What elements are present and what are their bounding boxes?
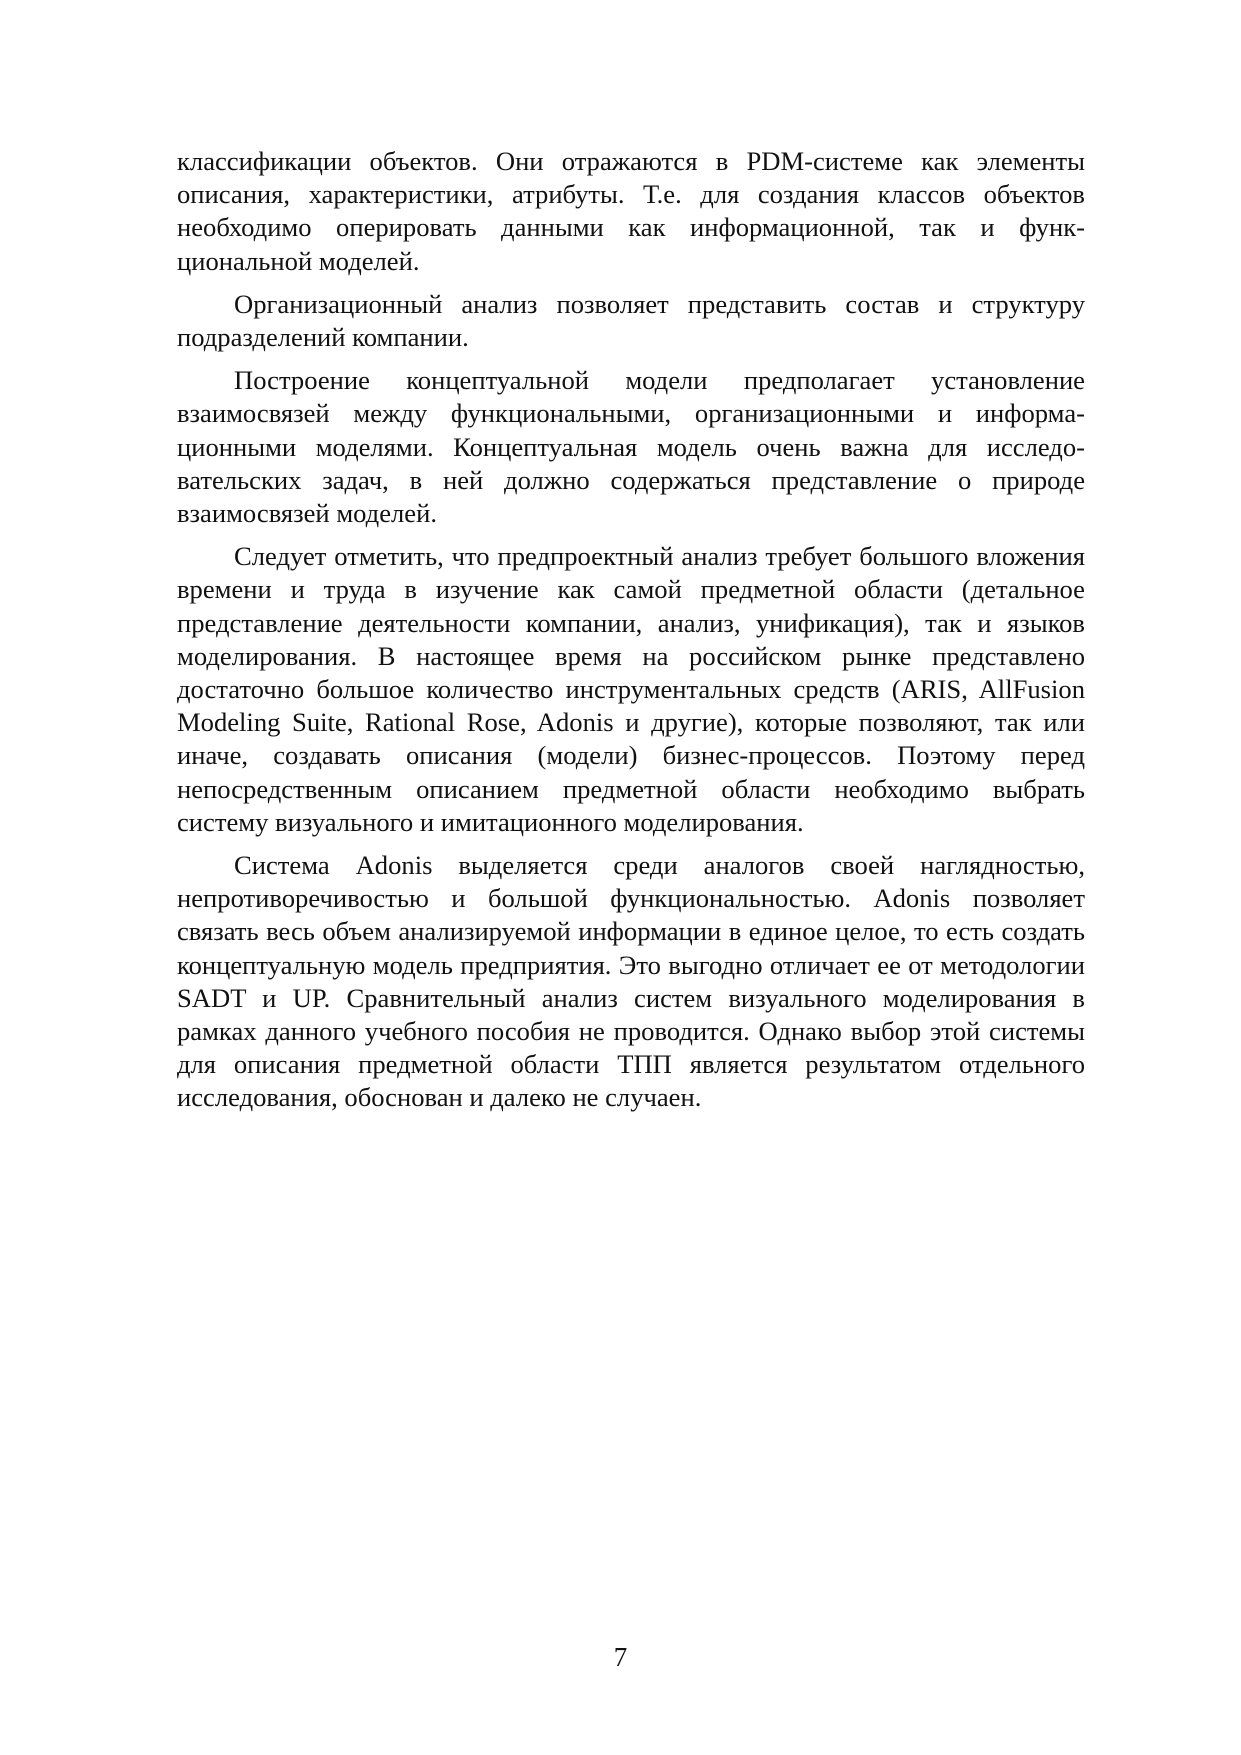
page-number: 7 <box>613 1642 628 1672</box>
paragraph-preproject-analysis: Следует отметить, что предпроектный анализ требует большого вложения времени и труда в изучение как самой предметной области (детальное представление деятельности компании, анализ, унификация), так и языков моделирования. В настоящее время на российском рынке представлено достаточно большое количество инструментальных средств (ARIS, AllFusion Modeling Suite, Rational Rose, Adonis и другие), которые позволяют, так или иначе, создавать описания (модели) бизнес-процессов. Поэтому перед непосредственным описанием предметной области необходимо выбрать систему визуального и имитационного моделирования. <box>177 541 1085 837</box>
paragraph-adonis-system: Система Adonis выделяется среди аналогов своей наглядностью, непротиворечивостью и большой функциональностью. Adonis позволяет связать весь объем анализируемой информации в единое целое, то есть создать концептуальную модель предприятия. Это выгодно отличает ее от методологии SADT и UP. Сравнительный анализ систем визуального моделирования в рамках данного учебного пособия не проводится. Однако выбор этой системы для описания предметной области ТПП является результатом отдельного исследования, обоснован и далеко не случаен. <box>177 850 1085 1113</box>
paragraph-conceptual-model: Построение концептуальной модели предполагает установление взаимосвязей между функциональными, организационными и информационными моделями. Концептуальная модель очень важна для исследовательских задач, в ней должно содержаться представление о природе взаимосвязей моделей. <box>177 365 1085 529</box>
paragraph-organizational-analysis: Организационный анализ позволяет представить состав и структуру подразделений компании. <box>177 288 1085 353</box>
paragraph-continuation: классификации объектов. Они отражаются в PDM-системе как элементы описания, характеристики, атрибуты. Т.е. для создания классов объектов необходимо оперировать данными как информационной, так и функциональной моделей. <box>177 146 1085 276</box>
body-text <box>177 145 1085 1115</box>
